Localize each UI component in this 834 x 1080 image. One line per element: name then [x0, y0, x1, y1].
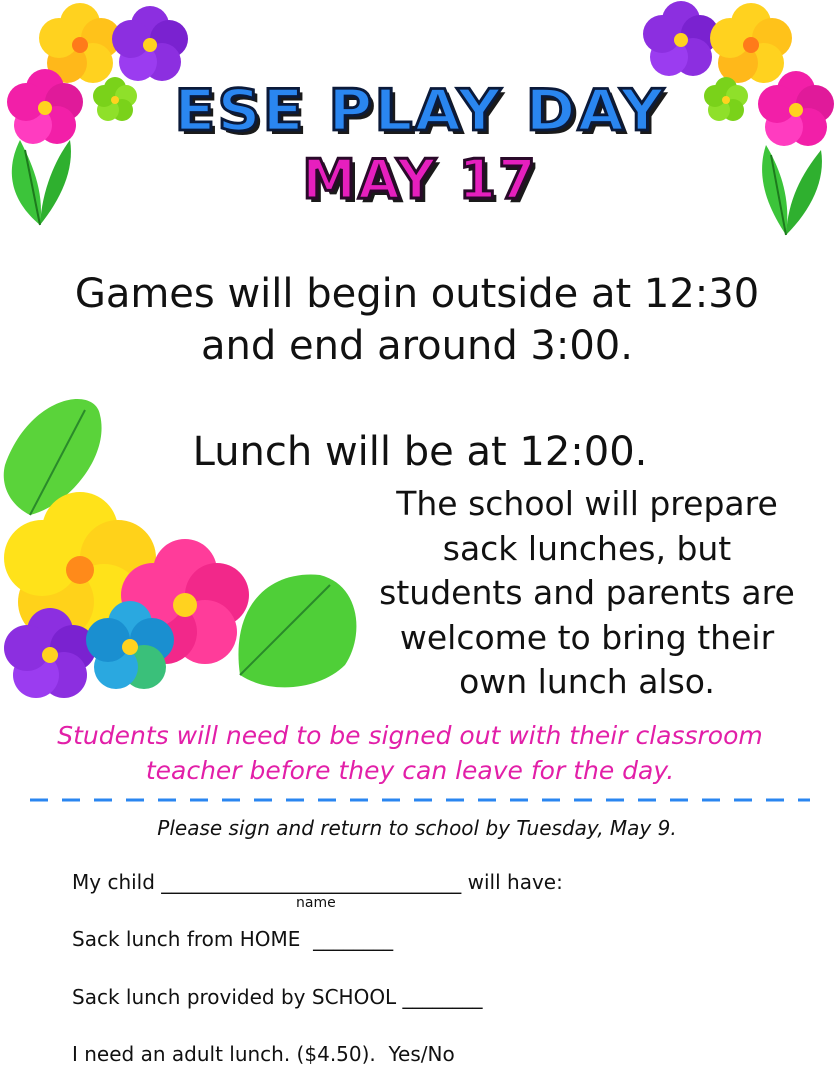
event-date: MAY 17 [302, 148, 538, 211]
leaf-icon [12, 140, 71, 225]
signout-line-2: teacher before they can leave for the day. [145, 756, 675, 785]
hibiscus-icon [710, 3, 792, 83]
hibiscus-icon [643, 1, 719, 76]
lunch-desc-line: own lunch also. [459, 662, 715, 701]
leaf-icon [762, 145, 822, 235]
lunch-desc-line: sack lunches, but [442, 528, 732, 568]
school-lunch-line[interactable]: Sack lunch provided by SCHOOL ________ [72, 985, 483, 1009]
games-line-2: and end around 3:00. [201, 323, 633, 369]
games-line-1: Games will begin outside at 12:30 [74, 271, 760, 317]
cut-line-divider [30, 798, 810, 802]
hibiscus-icon [93, 77, 137, 121]
lunch-desc-line: students and parents are [379, 573, 795, 612]
child-name-line[interactable]: My child ______________________________ will have: [72, 870, 563, 894]
lunch-time: Lunch will be at 12:00. [192, 429, 648, 475]
games-info [0, 268, 834, 372]
return-instructions: Please sign and return to school by Tuesday, May 9. [157, 816, 677, 840]
name-hint: name [296, 895, 336, 911]
leaf-icon [238, 575, 356, 688]
signout-line-1: Students will need to be signed out with their classroom [57, 721, 763, 750]
lunch-desc-line: The school will prepare [396, 484, 778, 523]
adult-lunch-line[interactable]: I need an adult lunch. ($4.50). Yes/No [72, 1042, 455, 1066]
hibiscus-icon [704, 77, 748, 121]
home-lunch-line[interactable]: Sack lunch from HOME ________ [72, 927, 394, 951]
lunch-desc-line: welcome to bring their [399, 617, 775, 657]
hibiscus-icon [112, 6, 188, 81]
event-title: ESE PLAY DAY [174, 77, 666, 145]
title-block [170, 77, 670, 211]
lunch-description [362, 482, 812, 705]
signout-notice [0, 718, 820, 788]
